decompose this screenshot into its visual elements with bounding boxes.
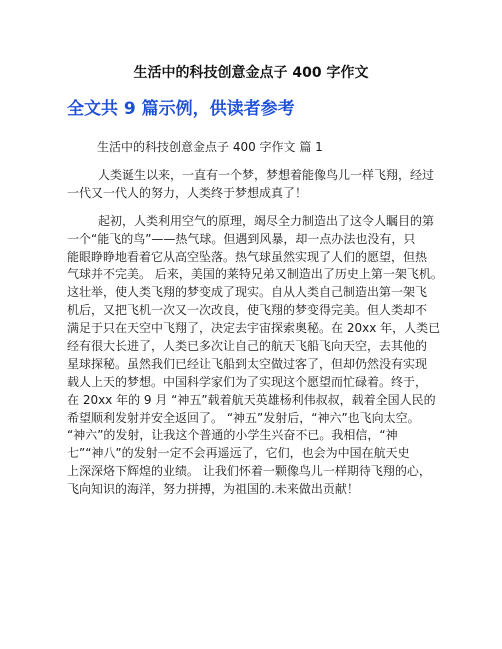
paragraph-line: 一代又一代人的努力，人类终于梦想成真了！	[67, 185, 308, 200]
paragraph-line: “神六”的发射，让我这个普通的小学生兴奋不已。我相信，“神	[67, 428, 398, 443]
paragraph-line: 一个“能飞的鸟”——热气球。但遇到风暴，却一点办法也没有，只	[67, 231, 416, 246]
paragraph-line: 飞向知识的海洋，努力拼搏，为祖国的.未来做出贡献！	[67, 482, 359, 497]
paragraph-line: 满足于只在天空中飞翔了，决定去宇宙探索奥秘。在 20xx 年，人类已	[67, 321, 441, 336]
paragraph-line: 气球并不完美。 后来，美国的莱特兄弟又制造出了历史上第一架飞机。	[67, 267, 443, 282]
paragraph-line: 能眼睁睁地看着它从高空坠落。热气球虽然实现了人们的愿望，但热	[67, 249, 428, 264]
paragraph-line: 起初，人类利用空气的原理，竭尽全力制造出了这令人瞩目的第	[98, 213, 435, 228]
paragraph-line: 机后，又把飞机一次又一次改良，使飞翔的梦变得完美。但人类却不	[67, 303, 428, 318]
paragraph-line: 经有很大长进了，人类已多次让自己的航天飞船飞向天空，去其他的	[67, 339, 428, 354]
summary-heading: 全文共 9 篇示例，供读者参考	[67, 99, 295, 119]
paragraph-line: 上深深烙下辉煌的业绩。 让我们怀着一颗像鸟儿一样期待飞翔的心，	[67, 464, 431, 479]
paragraph-line: 人类诞生以来，一直有一个梦，梦想着能像鸟儿一样飞翔，经过	[98, 168, 435, 182]
essay-title: 生活中的科技创意金点子 400 字作文 篇 1	[97, 140, 323, 154]
essay-body	[67, 167, 447, 499]
paragraph-line: 在 20xx 年的 9 月 “神五”载着航天英雄杨利伟叔叔，载着全国人民的	[67, 392, 436, 407]
paragraph-line: 七”“神八”的发射一定不会再遥远了，它们，也会为中国在航天史	[67, 446, 410, 461]
paragraph-line: 载人上天的梦想。中国科学家们为了实现这个愿望而忙碌着。终于，	[67, 374, 428, 389]
paragraph-line: 星球探秘。虽然我们已经让飞船到太空做过客了，但却仍然没有实现	[67, 356, 428, 371]
paragraph-line: 这壮举，使人类飞翔的梦变成了现实。自从人类自己制造出第一架飞	[67, 285, 428, 300]
document-title: 生活中的科技创意金点子 400 字作文	[133, 65, 369, 81]
paragraph-line: 希望顺利发射并安全返回了。 “神五”发射后，“神六”也飞向太空。	[67, 410, 420, 425]
